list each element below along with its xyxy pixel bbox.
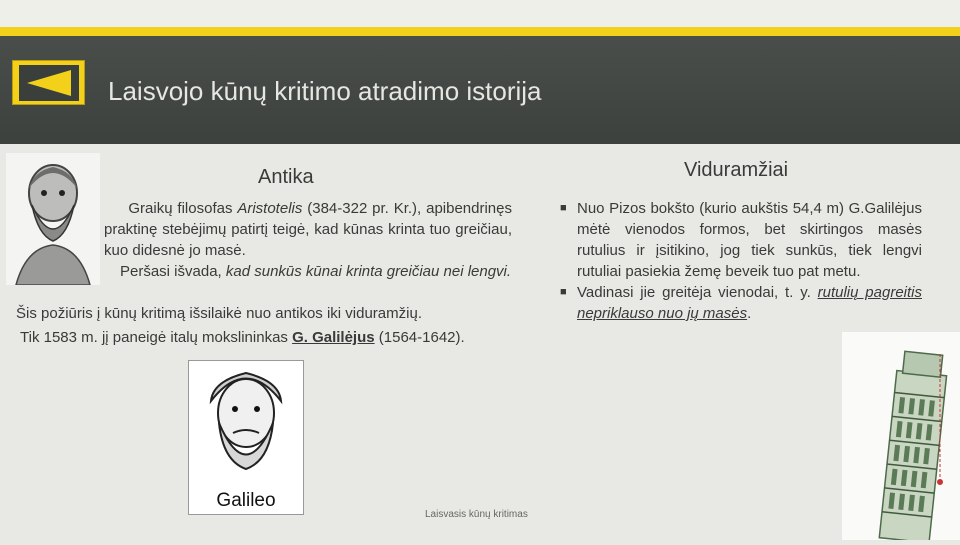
- aristotle-paragraph: Graikų filosofas Aristotelis (384-322 pr. Kr.), apibendrinęs praktinę stebėjimų patirtį teigė, kad kūnas krinta tuo greičiau, kuo didesnė jo masė.: [104, 200, 512, 259]
- accent-stripe: [0, 27, 960, 36]
- footer-text: Laisvasis kūnų kritimas: [425, 509, 528, 520]
- slide-title: Laisvojo kūnų kritimo atradimo istorija: [108, 76, 542, 106]
- middle-ages-list: [560, 198, 922, 324]
- galileo-name: G. Galilėjus: [292, 329, 375, 346]
- aristotle-name: Aristotelis: [237, 200, 303, 217]
- key-conclusion: rutulių pagreitis nepriklauso nuo jų masės: [577, 284, 922, 322]
- galileo-caption: Galileo: [216, 490, 276, 511]
- list-item: ■ Nuo Pizos bokšto (kurio aukštis 54,4 m) G.Galilėjus mėtė vienodos formos, bet skirtingos masės rutulius ir įsitikino, jog tiek sunkūs, tiek lengvi rutuliai pasiekia žemę beveik tuo pat metu.: [560, 200, 922, 280]
- galileo-portrait: [188, 360, 304, 515]
- pisa-tower-image: [842, 332, 960, 540]
- heading-antika: Antika: [258, 166, 314, 188]
- list-item: ■ Vadinasi jie greitėja vienodai, t. y. rutulių pagreitis nepriklauso nuo jų masės.: [560, 284, 922, 322]
- top-band: [0, 0, 960, 27]
- back-button[interactable]: [12, 60, 85, 105]
- bullet-icon: ■: [560, 202, 567, 214]
- title-bar: [0, 36, 960, 144]
- conclusion-paragraph: Peršasi išvada, kad sunkūs kūnai krinta greičiau nei lengvi.: [120, 263, 512, 280]
- aristotle-portrait: [6, 153, 100, 285]
- bullet-icon: ■: [560, 286, 567, 298]
- triangle-left-icon: [25, 68, 73, 98]
- heading-viduramziai: Viduramžiai: [684, 159, 789, 181]
- galileo-paragraph: Tik 1583 m. jį paneigė italų mokslininkas G. Galilėjus (1564-1642).: [20, 329, 465, 346]
- view-paragraph: Šis požiūris į kūnų kritimą išsilaikė nuo antikos iki viduramžių.: [16, 305, 422, 322]
